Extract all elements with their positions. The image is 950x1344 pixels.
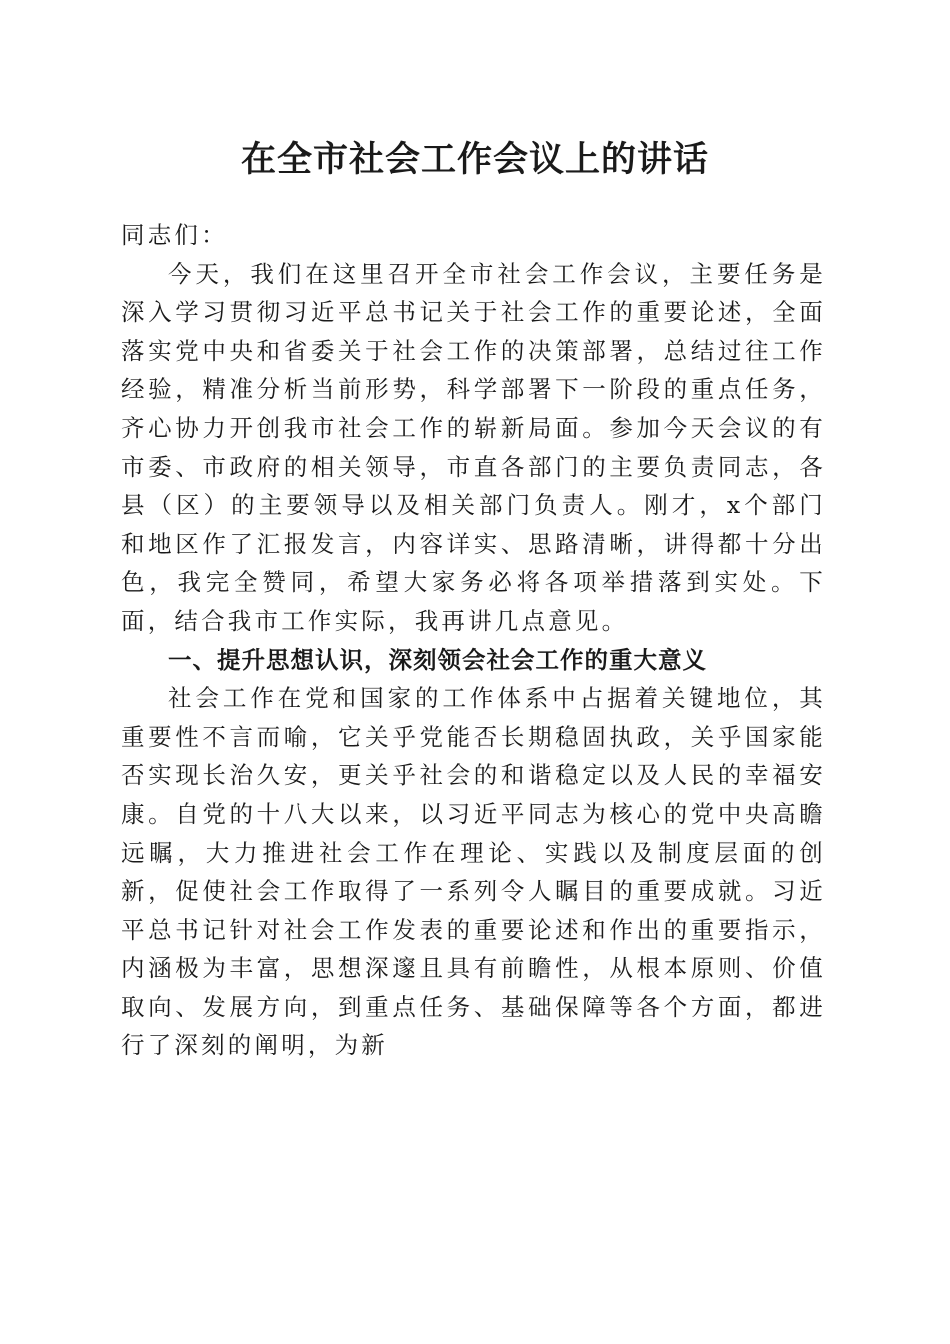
intro-paragraph: 今天，我们在这里召开全市社会工作会议，主要任务是深入学习贯彻习近平总书记关于社会工作的重要论述，全面落实党中央和省委关于社会工作的决策部署，总结过往工作经验，精准分析当前形势，科学部署下一阶段的重点任务，齐心协力开创我市社会工作的崭新局面。参加今天会议的有市委、市政府的相关领导，市直各部门的主要负责同志，各县（区）的主要领导以及相关部门负责人。刚才，x个部门和地区作了汇报发言，内容详实、思路清晰，讲得都十分出色，我完全赞同，希望大家务必将各项举措落到实处。下面，结合我市工作实际，我再讲几点意见。 [121, 259, 826, 635]
section-paragraph: 社会工作在党和国家的工作体系中占据着关键地位，其重要性不言而喻，它关乎党能否长期稳固执政，关乎国家能否实现长治久安，更关乎社会的和谐稳定以及人民的幸福安康。自党的十八大以来，以习近平同志为核心的党中央高瞻远瞩，大力推进社会工作在理论、实践以及制度层面的创新，促使社会工作取得了一系列令人瞩目的重要成就。习近平总书记针对社会工作发表的重要论述和作出的重要指示，内涵极为丰富，思想深邃且具有前瞻性，从根本原则、价值取向、发展方向，到重点任务、基础保障等各个方面，都进行了深刻的阐明，为新 [121, 684, 826, 1060]
document-body [121, 216, 826, 1065]
salutation: 同志们： [121, 221, 228, 249]
section-heading: 一、提升思想认识，深刻领会社会工作的重大意义 [168, 645, 707, 674]
page-title: 在全市社会工作会议上的讲话 [240, 139, 709, 180]
